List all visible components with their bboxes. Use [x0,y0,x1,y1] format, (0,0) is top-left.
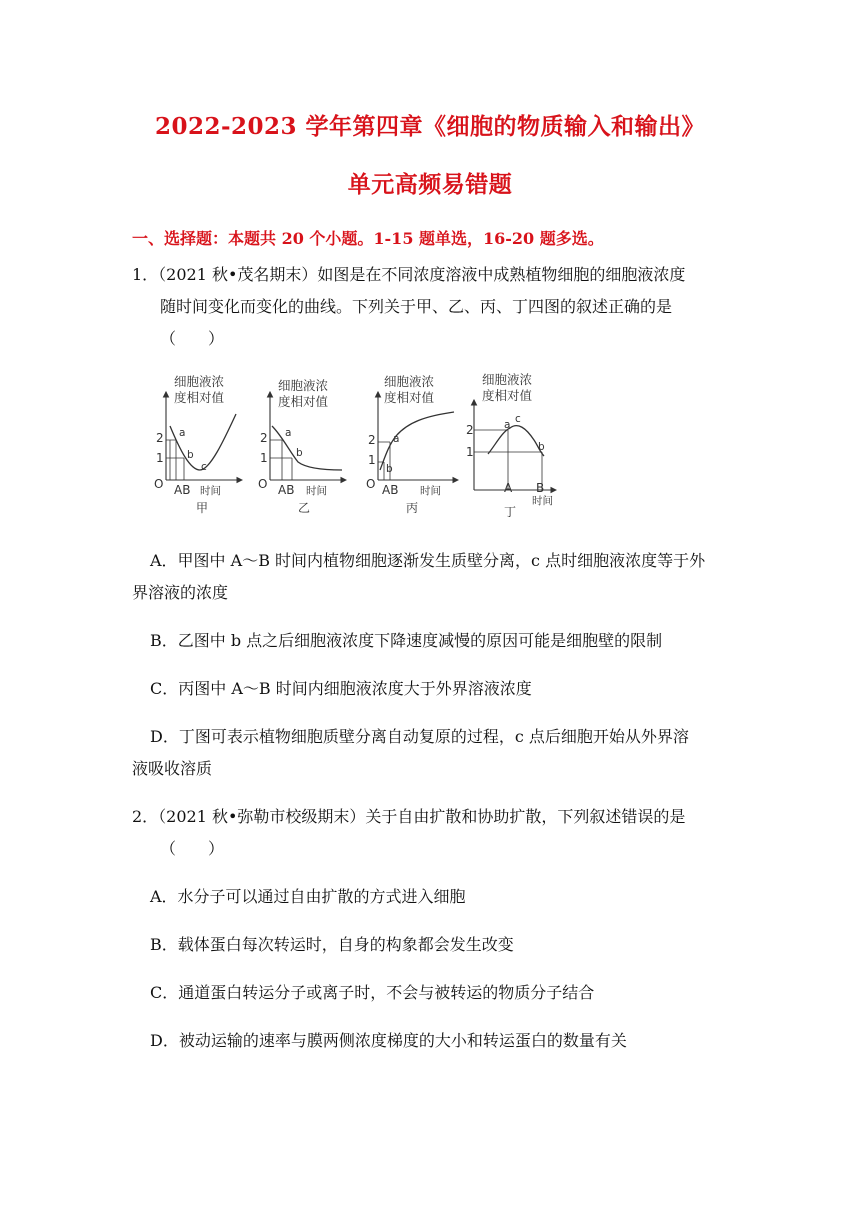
jia-tick-2: 2 [156,431,164,445]
q2-blank: （ ） [160,839,225,858]
yi-ytitle-2: 度相对值 [278,394,329,409]
bing-xlabel: 时间 [420,485,441,497]
panel-bing [366,374,458,515]
bing-caption: 丙 [406,501,419,515]
ding-point-c: c [515,413,521,425]
ding-tick-1: 1 [466,445,474,459]
q1-option-b: B．乙图中 b 点之后细胞液浓度下降速度减慢的原因可能是细胞壁的限制 [150,631,663,650]
q2-option-b: B．载体蛋白每次转运时，自身的构象都会发生改变 [150,935,514,954]
jia-point-c: c [201,461,207,473]
jia-ytitle-2: 度相对值 [174,390,225,405]
ding-ytitle-2: 度相对值 [482,388,533,403]
ding-tick-2: 2 [466,423,474,437]
bing-ytitle-2: 度相对值 [384,390,435,405]
q1-option-d-line-2: 液吸收溶质 [132,759,213,778]
yi-tick-1: 1 [260,451,268,465]
panel-ding [466,372,556,519]
jia-caption: 甲 [196,501,209,515]
q1-option-d-line-1: D．丁图可表示植物细胞质壁分离自动复原的过程，c 点后细胞开始从外界溶 [150,727,689,746]
panel-yi [258,378,346,515]
yi-point-b: b [296,447,303,459]
yi-point-a: a [285,427,292,439]
q1-blank: （ ） [160,329,225,348]
yi-caption: 乙 [298,501,311,515]
bing-point-a: a [393,433,400,445]
bing-origin: O [366,477,376,491]
q1-option-a-line-2: 界溶液的浓度 [132,583,229,602]
jia-xlabel: 时间 [200,485,221,497]
q1-stem-line-1: 1．（2021 秋•茂名期末）如图是在不同浓度溶液中成熟植物细胞的细胞液浓度 [132,265,686,284]
ding-xlabel: 时间 [532,495,553,507]
q1-figure [150,370,570,520]
title-line-2: 单元高频易错题 [347,171,513,198]
panel-jia [154,374,242,515]
jia-ytitle-1: 细胞液浓 [174,374,225,389]
ding-ytitle-1: 细胞液浓 [482,372,533,387]
bing-point-b: b [386,463,393,475]
yi-tick-ab: AB [278,483,295,497]
q2-option-c: C．通道蛋白转运分子或离子时，不会与被转运的物质分子结合 [150,983,595,1002]
q1-option-a-line-1: A．甲图中 A～B 时间内植物细胞逐渐发生质壁分离，c 点时细胞液浓度等于外 [150,551,706,570]
jia-point-b: b [187,449,194,461]
ding-tick-b: B [536,481,545,495]
bing-ytitle-1: 细胞液浓 [384,374,435,389]
ding-point-a: a [504,419,511,431]
ding-caption: 丁 [504,505,517,519]
jia-origin: O [154,477,164,491]
yi-ytitle-1: 细胞液浓 [278,378,329,393]
title-line-1: 2022-2023 学年第四章《细胞的物质输入和输出》 [154,113,706,140]
q2-option-d: D．被动运输的速率与膜两侧浓度梯度的大小和转运蛋白的数量有关 [150,1031,627,1050]
q1-stem-line-2: 随时间变化而变化的曲线。下列关于甲、乙、丙、丁四图的叙述正确的是 [160,297,673,316]
q2-option-a: A．水分子可以通过自由扩散的方式进入细胞 [150,887,466,906]
yi-origin: O [258,477,268,491]
ding-tick-a: A [504,481,513,495]
yi-xlabel: 时间 [306,485,327,497]
jia-tick-1: 1 [156,451,164,465]
q2-stem: 2．（2021 秋•弥勒市校级期末）关于自由扩散和协助扩散，下列叙述错误的是 [132,807,686,826]
bing-tick-ab: AB [382,483,399,497]
ding-point-b: b [538,441,545,453]
bing-tick-2: 2 [368,433,376,447]
bing-tick-1: 1 [368,453,376,467]
yi-tick-2: 2 [260,431,268,445]
jia-point-a: a [179,427,186,439]
section-heading: 一、选择题：本题共 20 个小题。1-15 题单选，16-20 题多选。 [132,229,604,248]
q1-option-c: C．丙图中 A～B 时间内细胞液浓度大于外界溶液浓度 [150,679,532,698]
jia-tick-ab: AB [174,483,191,497]
